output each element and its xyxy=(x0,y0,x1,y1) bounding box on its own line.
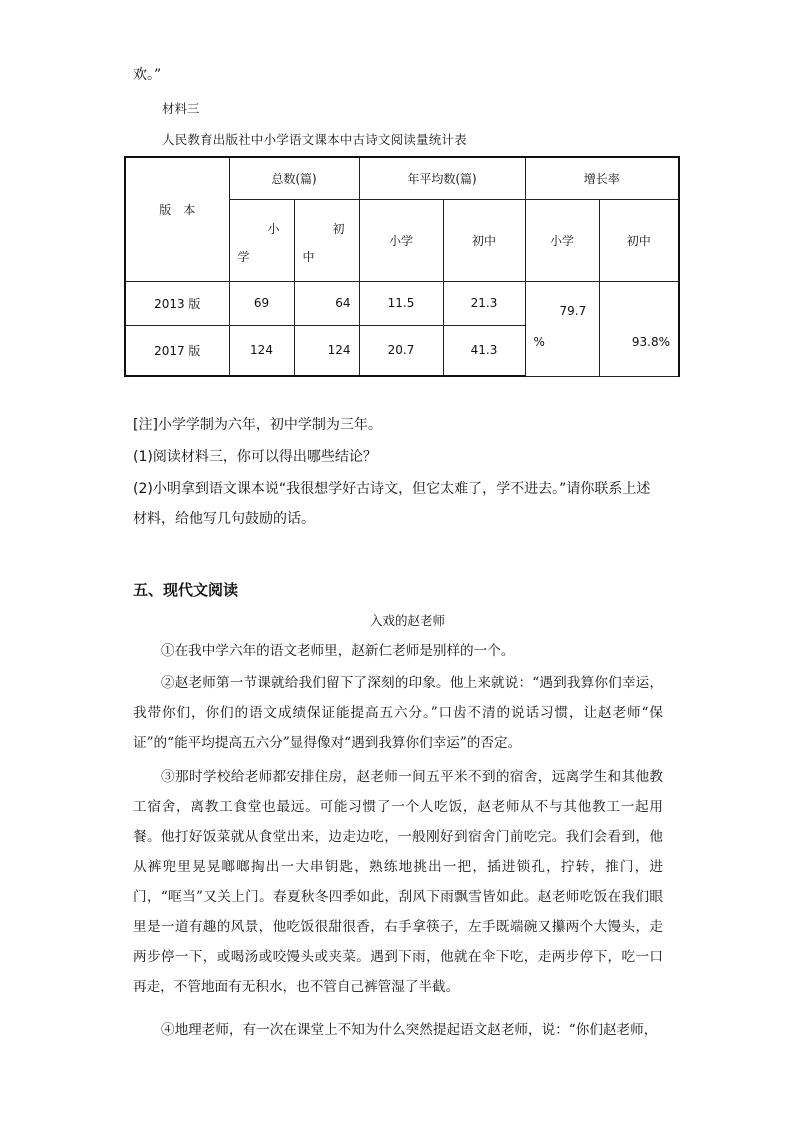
sub-junior-char1: 初 xyxy=(332,221,345,236)
value: 124 xyxy=(250,343,273,358)
sub-header-total-primary xyxy=(229,199,294,281)
row-2017-avg-junior xyxy=(443,325,525,376)
table-caption: 人民教育出版社中小学语文课本中古诗文阅读量统计表 xyxy=(162,132,467,147)
row-2013-avg-junior xyxy=(443,281,525,325)
row-2013-edition xyxy=(125,281,229,325)
row-2013-total-junior xyxy=(294,281,359,325)
sub-header-growth-junior xyxy=(599,199,679,281)
sub-primary-char1: 小 xyxy=(267,221,280,236)
sub-header-annual-junior xyxy=(443,199,525,281)
sub-header-growth-primary xyxy=(525,199,599,281)
reading-stats-table xyxy=(124,156,680,377)
paragraph-4: ④地理老师，有一次在课堂上不知为什么突然提起语文赵老师，说：“你们赵老师， xyxy=(161,1022,658,1038)
section-title: 五、现代文阅读 xyxy=(133,581,239,599)
edition-2013: 2013 版 xyxy=(154,296,201,311)
value: 64 xyxy=(335,296,351,310)
header-edition-label: 版 本 xyxy=(159,202,196,217)
question-2-line-1: (2)小明拿到语文课本说“我很想学好古诗文，但它太难了，学不进去。”请你联系上述 xyxy=(133,481,651,497)
sub-junior-char2: 中 xyxy=(302,249,315,264)
sub-annual-primary-label: 小学 xyxy=(388,233,413,248)
growth-junior-value: 93.8% xyxy=(631,334,670,349)
row-2013-total-primary xyxy=(229,281,294,325)
row-2017-edition xyxy=(125,325,229,376)
question-2-line-2: 材料，给他写几句鼓励的话。 xyxy=(133,511,315,527)
row-2017-total-junior xyxy=(294,325,359,376)
sub-growth-primary-label: 小学 xyxy=(549,233,574,248)
header-edition xyxy=(125,157,229,281)
article-title: 入戏的赵老师 xyxy=(370,613,446,628)
row-2017-avg-primary xyxy=(359,325,443,376)
growth-junior xyxy=(599,281,679,376)
sub-header-total-junior xyxy=(294,199,359,281)
value: 21.3 xyxy=(470,296,498,310)
sub-primary-char2: 学 xyxy=(237,249,250,264)
header-annual xyxy=(359,157,525,199)
row-2017-total-primary xyxy=(229,325,294,376)
growth-primary-unit: % xyxy=(533,334,545,349)
sub-growth-junior-label: 初中 xyxy=(626,233,651,248)
value: 69 xyxy=(253,296,270,310)
table-note: [注]小学学制为六年，初中学制为三年。 xyxy=(133,417,382,433)
edition-2017: 2017 版 xyxy=(154,343,201,358)
value: 11.5 xyxy=(387,296,415,310)
material-label: 材料三 xyxy=(162,101,200,116)
header-total-label: 总数(篇) xyxy=(271,171,317,186)
header-annual-label: 年平均数(篇) xyxy=(407,171,477,186)
value: 20.7 xyxy=(387,343,415,358)
value: 41.3 xyxy=(470,343,498,358)
value: 124 xyxy=(327,343,351,358)
growth-primary xyxy=(525,281,599,376)
growth-primary-value: 79.7 xyxy=(559,303,587,318)
sub-annual-junior-label: 初中 xyxy=(471,233,496,248)
header-total xyxy=(229,157,359,199)
paragraph-2: ②赵老师第一节课就给我们留下了深刻的印象。他上来就说：“遇到我算你们幸运，我带你们，你们的语文成绩保证能提高五六分。”口齿不清的说话习惯，让赵老师“保证”的“能平均提高五六分”显得像对“遇到我算你们幸运”的否定。 xyxy=(133,675,663,751)
header-growth-label: 增长率 xyxy=(583,171,620,186)
paragraph-1: ①在我中学六年的语文老师里，赵新仁老师是别样的一个。 xyxy=(161,643,515,659)
header-growth xyxy=(525,157,679,199)
row-2013-avg-primary xyxy=(359,281,443,325)
sub-header-annual-primary xyxy=(359,199,443,281)
question-1: (1)阅读材料三，你可以得出哪些结论？ xyxy=(133,449,377,465)
top-text-fragment: 欢。” xyxy=(133,67,162,83)
paragraph-3: ③那时学校给老师都安排住房，赵老师一间五平米不到的宿舍，远离学生和其他教工宿舍，离教工食堂也最远。可能习惯了一个人吃饭，赵老师从不与其他教工一起用餐。他打好饭菜就从食堂出来，边走边吃，一般刚好到宿舍门前吃完。我们会看到，他从裤兜里晃晃啷啷掏出一大串钥匙，熟练地挑出一把，插进锁孔，拧转，推门，进门，“哐当”又关上门。春夏秋冬四季如此，刮风下雨飘雪皆如此。赵老师吃饭在我们眼里是一道有趣的风景，他吃饭很甜很香，右手拿筷子，左手既端碗又攥两个大馒头，走两步停一下，或喝汤或咬馒头或夹菜。遇到下雨，他就在伞下吃，走两步停下，吃一口再走，不管地面有无积水，也不管自己裤管湿了半截。 xyxy=(133,769,663,995)
